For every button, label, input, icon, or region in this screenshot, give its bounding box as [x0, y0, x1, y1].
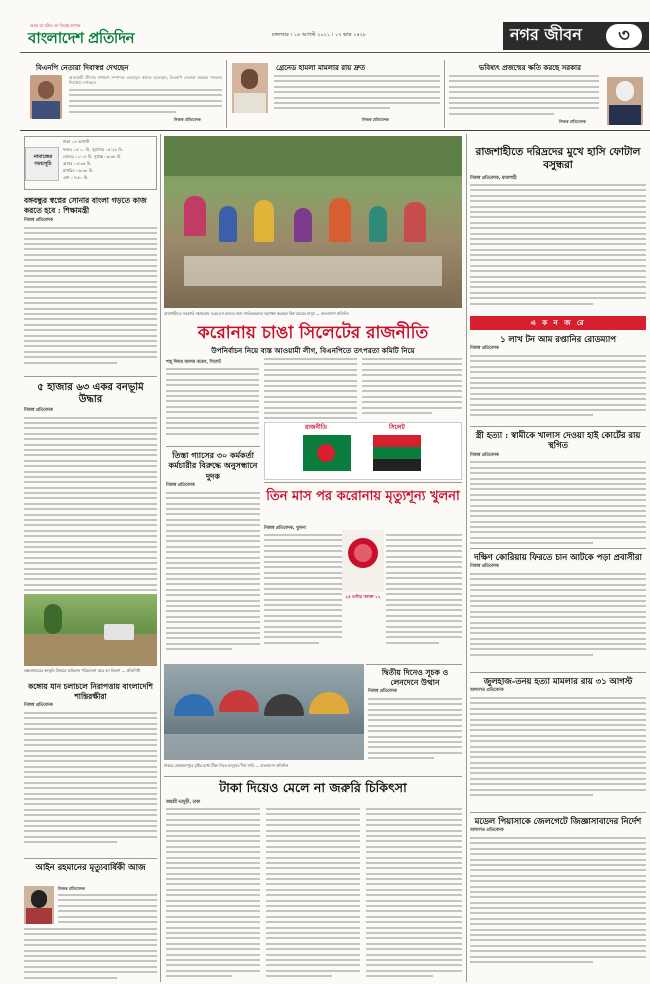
story-teesta: [166, 450, 260, 662]
brief-byline: আদালত প্রতিবেদক: [470, 688, 504, 694]
story-byline: নিজস্ব প্রতিবেদক: [58, 886, 85, 891]
story-rule: [264, 482, 462, 483]
forest-photo: [24, 594, 157, 666]
masthead-tagline: আজ যা ঘটবে তা নিয়েই কাগজ: [30, 23, 81, 28]
virus-graphic: [342, 530, 384, 592]
prayer-row: মাগরিব ০৬:৩৮ মি.: [63, 168, 94, 173]
graphic-label-right: সিলেট: [389, 424, 405, 431]
column-rule: [466, 134, 467, 982]
money-col-2: [266, 808, 360, 982]
money-byline: জয়শ্রী ভাদুড়ী, ঢাকা: [166, 800, 201, 805]
rajshahi-headline: রাজশাহীতে দরিদ্রদের মুখে হাসি ফোটাল বসুন্ধরা: [475, 146, 641, 171]
story-byline: নিজস্ব প্রতিবেদক: [559, 119, 586, 124]
sylhet-byline: শাহ্ দিদার আলম নবেল, সিলেট: [166, 360, 221, 365]
brief-byline: নিজস্ব প্রতিবেদক: [470, 564, 499, 570]
rajshahi-body: [470, 184, 646, 310]
brief-byline: নিজস্ব প্রতিবেদক: [470, 346, 499, 352]
section-rule: [20, 130, 650, 131]
brief-item: [470, 430, 646, 548]
brief-title: স্ত্রী হত্যা : স্বামীকে খালাস দেওয়া হাই কোর্টের রায় স্থগিত: [475, 430, 641, 451]
story-obituary: [24, 862, 157, 982]
portrait-photo: [607, 77, 643, 125]
page-number: ৩: [618, 25, 630, 46]
story-byline: নিজস্ব প্রতিবেদক: [362, 117, 389, 122]
brief-title: দক্ষিণ কোরিয়ায় ফিরতে চান আটকে পড়া প্রবাসীরা: [474, 552, 642, 562]
story-title: বিএনপি নেতারা দিবাস্বপ্ন দেখছেন: [36, 63, 129, 72]
column-rule: [160, 134, 161, 982]
section-title: নগর জীবন: [510, 25, 582, 44]
prayer-times-box: [24, 136, 157, 190]
prayer-row: ফজর ০৪:১০ মি. সূর্যোদয় ০৫:২৮ মি.: [63, 147, 123, 152]
story-bongobondhu: [24, 196, 157, 376]
brief-title: মডেল পিয়াসাকে জেলগেটে জিজ্ঞাসাবাদের নির্দেশ: [474, 816, 642, 826]
column-rule: [444, 60, 445, 128]
masthead: [0, 0, 650, 56]
story-rule: [166, 446, 260, 447]
prayer-row: আসর ০৪:৩৫ মি.: [63, 161, 92, 166]
story-rule: [470, 548, 646, 549]
sylhet-graphic: [264, 422, 462, 480]
brief-title: জুলহাজ-তনয় হত্যা মামলার রায় ৩১ আগস্ট: [483, 676, 633, 686]
prayer-date: ঢাকা ১৪ আগস্ট: [63, 139, 90, 144]
story-rule: [470, 426, 646, 427]
story-title: গ্রেনেড হামলা মামলার রায় দ্রুত: [276, 63, 366, 72]
story-byline: নিজস্ব প্রতিবেদক: [24, 703, 53, 709]
masthead-rule: [20, 52, 650, 53]
issue-date: মঙ্গলবার । ১৪ আগস্ট ২০২১ । ১৭ ভাদ্র ১৪২৮: [272, 32, 367, 38]
rajshahi-byline: নিজস্ব প্রতিবেদক, রাজশাহী: [470, 176, 517, 181]
story-rule: [366, 664, 462, 665]
prayer-row: জোহর ১২:০৪ মি. সূর্যাস্ত ০৬:৩৮ মি.: [63, 154, 122, 159]
prayer-title: নামাজের সময়সূচি: [33, 154, 53, 167]
money-col-1: [166, 808, 260, 982]
sylhet-headline: করোনায় চাঙা সিলেটের রাজনীতি: [197, 323, 429, 343]
brief-byline: নিজস্ব প্রতিবেদক: [470, 452, 499, 458]
ekhon-banner: [470, 316, 646, 330]
story-stock: [368, 668, 462, 774]
brief-item: [470, 816, 646, 982]
portrait-photo: [24, 886, 54, 924]
awami-flag: [303, 435, 351, 471]
ekhon-banner-text: এ ক ন জ রে: [530, 319, 586, 327]
brief-byline: আদালত প্রতিবেদক: [470, 828, 504, 834]
story-title: আইন রহমানের মৃত্যুবার্ষিকী আজ: [35, 862, 146, 872]
prayer-row: এশা ০৭:৫০ মি.: [63, 175, 89, 180]
khulna-headline: তিন মাস পর করোনায় মৃত্যুশূন্য খুলনা: [266, 489, 460, 504]
top-story-3: [449, 63, 649, 129]
graphic-label-left: রাজনীতি: [305, 424, 327, 431]
story-lead: আওয়ামী লীগের সাধারণ সম্পাদক ওবায়দুল কাদের বলেছেন, বিএনপি নেতারা সরকার পতনের দিবাস্বপ্ন দেখছেন।: [69, 75, 222, 86]
story-rule: [24, 858, 157, 859]
brief-item: [470, 552, 646, 672]
money-col-3: [366, 808, 462, 982]
khulna-col-2: [386, 534, 462, 662]
story-byline: নিজস্ব প্রতিবেদক: [368, 689, 397, 695]
brief-item: [470, 676, 646, 808]
story-rule: [164, 776, 462, 777]
story-title: ৫ হাজার ৬৩ একর বনভূমি উদ্ধার: [37, 382, 144, 405]
sylhet-col-1: [166, 368, 259, 442]
story-rule: [470, 812, 646, 813]
photo-caption: ঢাকার মোহাম্মদপুরে বৃষ্টির মধ্যে টিকা নিতে মানুষের দীর্ঘ সারি — বাংলাদেশ প্রতিদিন: [164, 763, 289, 768]
story-title: তিস্তা গ্যাসের ৩০ কর্মকর্তা কর্মচারীর বিরুদ্ধে অনুসন্ধানে দুদক: [168, 450, 258, 481]
story-title: কঙ্গোয় যান চলাচলে নিরাপত্তায় বাংলাদেশি শান্তিরক্ষীরা: [28, 682, 153, 701]
ration-queue-photo: [164, 136, 462, 308]
photo-caption: রাজশাহীতে সরকারি সহায়তায় ওএমএস চালের জন্য সারিবদ্ধভাবে অপেক্ষা করছেন নিম্ন আয়ের মানুষ — বাংলাদেশ প্রতিদিন: [164, 311, 349, 316]
story-rule: [470, 672, 646, 673]
money-headline: টাকা দিয়েও মেলে না জরুরি চিকিৎসা: [219, 780, 407, 795]
story-rule: [24, 376, 157, 377]
top-story-1: [24, 63, 224, 129]
story-byline: নিজস্ব প্রতিবেদক: [24, 408, 53, 413]
bnp-flag: [373, 435, 421, 471]
newspaper-logo: বাংলাদেশ প্রতিদিন: [28, 29, 135, 47]
story-peacekeeping: [24, 682, 157, 858]
story-title: ভবিষ্যৎ প্রজন্মের ক্ষতি করছে সরকার: [479, 63, 581, 72]
column-rule: [226, 60, 227, 128]
portrait-photo: [232, 63, 268, 113]
story-title: দ্বিতীয় দিনেও সূচক ও লেনদেনে উত্থান: [381, 668, 449, 687]
story-byline: নিজস্ব প্রতিবেদক: [174, 117, 201, 122]
sylhet-col-3: [362, 358, 462, 422]
portrait-photo: [30, 75, 62, 119]
khulna-col-1: [264, 534, 342, 662]
brief-item: [470, 334, 646, 426]
story-byline: নিজস্ব প্রতিবেদক: [166, 483, 195, 489]
story-title: বঙ্গবন্ধুর স্বপ্নের সোনার বাংলা গড়তে কাজ করতে হবে : শিক্ষামন্ত্রী: [24, 196, 147, 215]
story-byline: নিজস্ব প্রতিবেদক: [24, 218, 53, 224]
khulna-infobox: ২৪ ঘণ্টায় শনাক্ত ১২: [345, 594, 381, 599]
sylhet-subheadline: উপনির্বাচন নিয়ে ব্যস্ত আওয়ামী লীগ, বিএনপিতে তৎপরতা কমিটি নিয়ে: [211, 346, 415, 355]
brief-title: ১ লাখ টন আম রপ্তানির রোডম্যাপ: [500, 334, 616, 344]
top-story-2: [232, 63, 442, 129]
vaccine-queue-photo: [164, 664, 364, 760]
khulna-byline: নিজস্ব প্রতিবেদক, খুলনা: [264, 526, 306, 531]
photo-caption: কক্সবাজারের বনভূমি উদ্ধারে অভিযান পরিচালনা করে বন বিভাগ — প্রতিনিধি: [24, 668, 140, 673]
